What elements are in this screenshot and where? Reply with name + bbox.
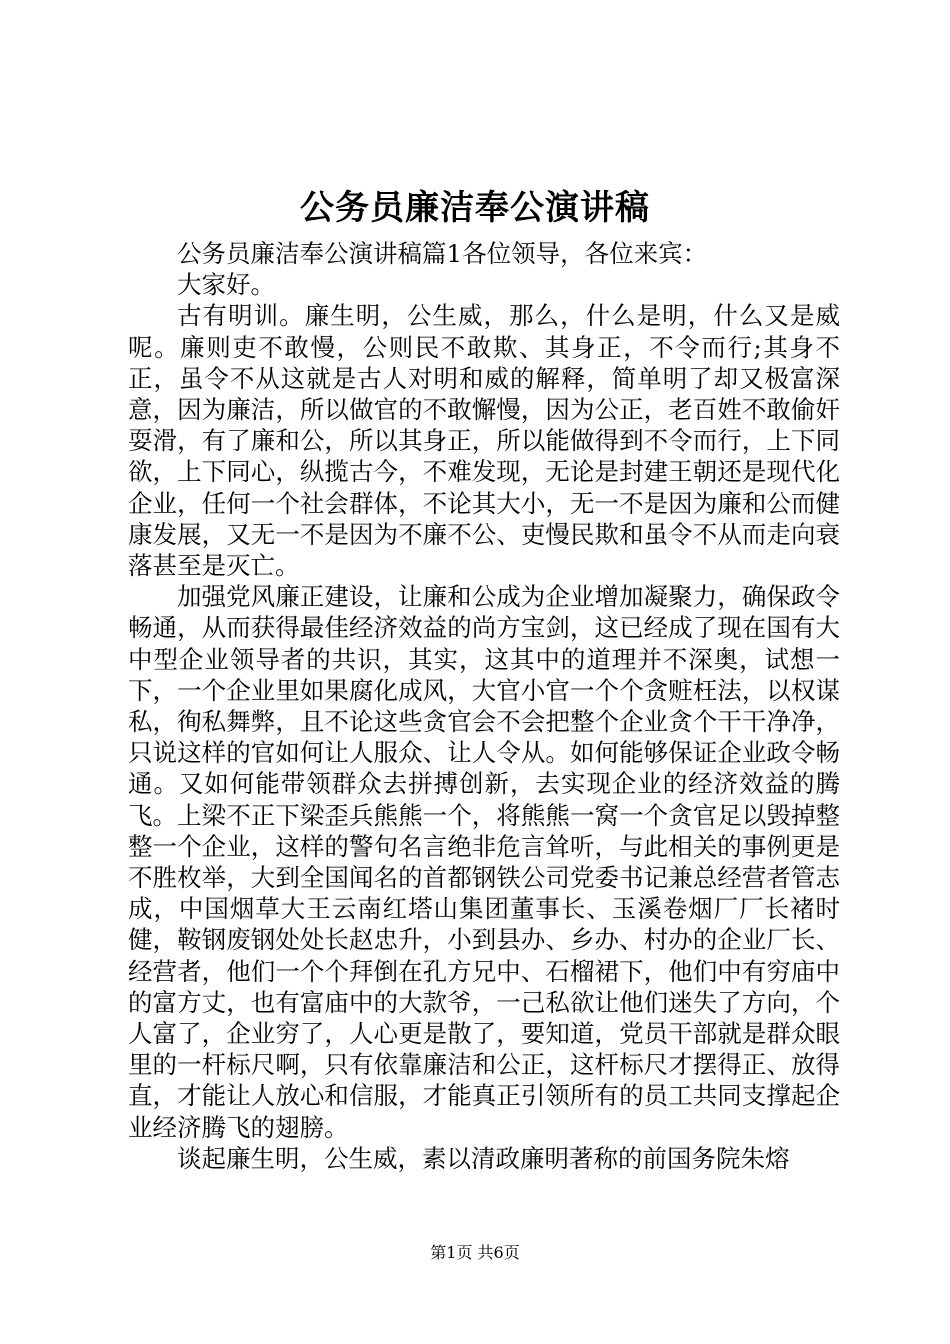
paragraph-5: 谈起廉生明，公生威，素以清政廉明著称的前国务院朱熔 [177,1143,790,1173]
document-body [128,238,840,1174]
page-footer: 第1页 共6页 [430,1243,520,1262]
paragraph-4: 加强党风廉正建设，让廉和公成为企业增加凝聚力，确保政令畅通，从而获得最佳经济效益的尚方宝剑，这已经成了现在国有大中型企业领导者的共识，其实，这其中的道理并不深奥，试想一下，一个企业里如果腐化成风，大官小官一个个贪赃枉法，以权谋私，徇私舞弊，且不论这些贪官会不会把整个企业贪个干干净净，只说这样的官如何让人服众、让人令从。如何能够保证企业政令畅通。又如何能带领群众去拼搏创新，去实现企业的经济效益的腾飞。上梁不正下梁歪兵熊熊一个，将熊熊一窝一个贪官足以毁掉整整一个企业，这样的警句名言绝非危言耸听，与此相关的事例更是不胜枚举，大到全国闻名的首都钢铁公司党委书记兼总经营者管志成，中国烟草大王云南红塔山集团董事长、玉溪卷烟厂厂长褚时健，鞍钢废钢处处长赵忠升，小到县办、乡办、村办的企业厂长、经营者，他们一个个拜倒在孔方兄中、石榴裙下，他们中有穷庙中的富方丈，也有富庙中的大款爷，一己私欲让他们迷失了方向，个人富了，企业穷了，人心更是散了，要知道，党员干部就是群众眼里的一杆标尺啊，只有依靠廉洁和公正，这杆标尺才摆得正、放得直，才能让人放心和信服，才能真正引领所有的员工共同支撑起企业经济腾飞的翅膀。 [128,582,840,1142]
paragraph-3: 古有明训。廉生明，公生威，那么，什么是明，什么又是威呢。廉则吏不敢慢，公则民不敢欺、其身正，不令而行;其身不正，虽令不从这就是古人对明和威的解释，简单明了却又极富深意，因为廉洁，所以做官的不敢懈慢，因为公正，老百姓不敢偷奸耍滑，有了廉和公，所以其身正，所以能做得到不令而行，上下同欲，上下同心，纵揽古今，不难发现，无论是封建王朝还是现代化企业，任何一个社会群体，不论其大小，无一不是因为廉和公而健康发展，又无一不是因为不廉不公、吏慢民欺和虽令不从而走向衰落甚至是灭亡。 [128,301,840,581]
document-title: 公务员廉洁奉公演讲稿 [300,188,650,228]
paragraph-2: 大家好。 [177,270,275,300]
paragraph-1: 公务员廉洁奉公演讲稿篇1各位领导，各位来宾： [177,239,708,268]
